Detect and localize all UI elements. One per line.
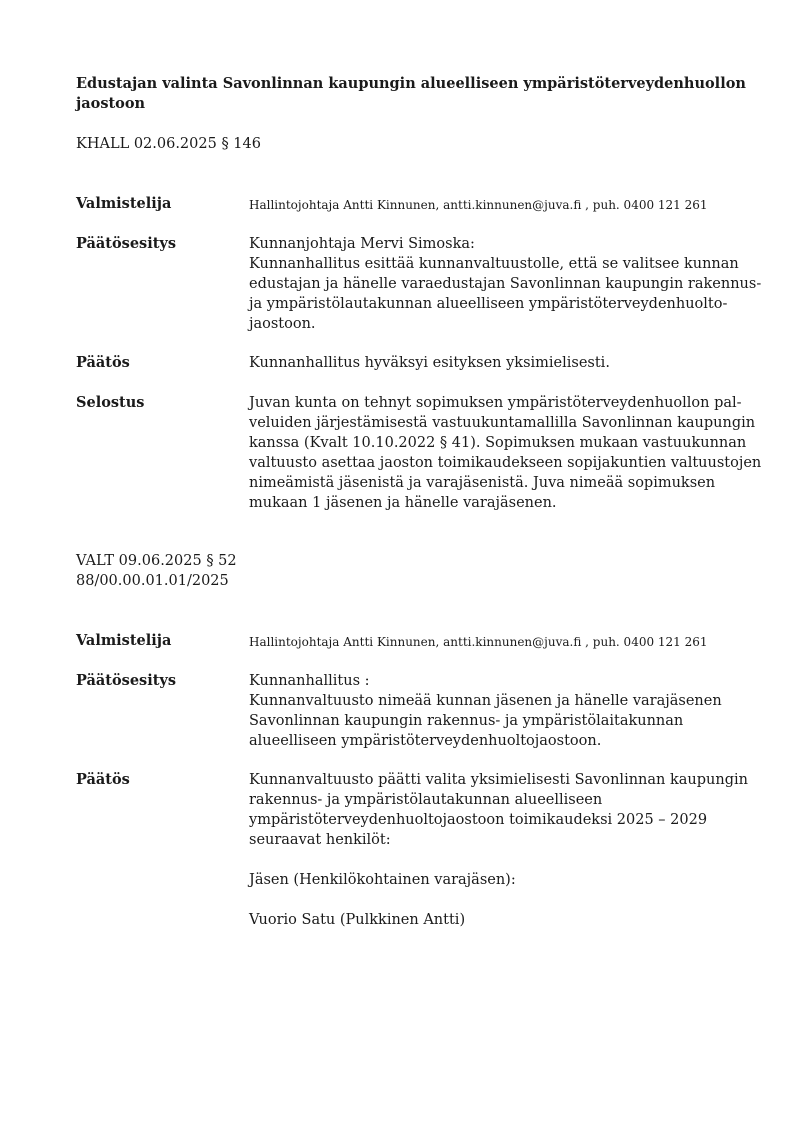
text-line: Savonlinnan kaupungin rakennus- ja ympäristölaitakunnan: [249, 713, 684, 729]
text-line: Juvan kunta on tehnyt sopimuksen ympäristöterveydenhuollon pal-: [249, 395, 742, 411]
text-line: Kunnanhallitus :: [249, 673, 370, 689]
selostus-label: Selostus: [76, 394, 145, 411]
text-line: valtuusto asettaa jaoston toimikaudekseen sopijakuntien valtuustojen: [249, 455, 762, 471]
selostus-text: [249, 393, 762, 513]
paatosesitys-label: Päätösesitys: [76, 235, 177, 252]
valmistelija-label: Valmistelija: [76, 632, 172, 649]
paatosesitys-text: [249, 671, 729, 751]
text-line: kanssa (Kvalt 10.10.2022 § 41). Sopimuksen mukaan vastuukunnan: [249, 435, 747, 451]
khall-reference: KHALL 02.06.2025 § 146: [76, 136, 261, 152]
paatos-label: Päätös: [76, 771, 130, 788]
text-line: ympäristöterveydenhuoltojaostoon toimikaudeksi 2025 – 2029: [249, 812, 708, 828]
title-line: Edustajan valinta Savonlinnan kaupungin alueelliseen ympäristöterveydenhuollon: [76, 75, 746, 92]
text-line: ja ympäristölautakunnan alueelliseen ympäristöterveydenhuolto-: [249, 296, 728, 312]
text-line: nimeämistä jäsenistä ja varajäsenistä. Juva nimeää sopimuksen: [249, 475, 716, 491]
text-line: mukaan 1 jäsenen ja hänelle varajäsenen.: [249, 495, 557, 511]
paatosesitys-label: Päätösesitys: [76, 672, 177, 689]
record-number: 88/00.00.01.01/2025: [76, 573, 229, 589]
jasen-heading: Jäsen (Henkilökohtainen varajäsen):: [249, 872, 516, 888]
valmistelija-value: Hallintojohtaja Antti Kinnunen, antti.kinnunen@juva.fi , puh. 0400 121 261: [249, 635, 708, 649]
text-line: seuraavat henkilöt:: [249, 832, 391, 848]
text-line: alueelliseen ympäristöterveydenhuoltojaostoon.: [249, 733, 602, 749]
text-line: rakennus- ja ympäristölautakunnan alueelliseen: [249, 792, 603, 808]
text-line: edustajan ja hänelle varaedustajan Savonlinnan kaupungin rakennus-: [249, 276, 762, 292]
text-line: Kunnanjohtaja Mervi Simoska:: [249, 236, 475, 252]
valmistelija-value: Hallintojohtaja Antti Kinnunen, antti.kinnunen@juva.fi , puh. 0400 121 261: [249, 198, 708, 212]
valmistelija-label: Valmistelija: [76, 195, 172, 212]
text-line: Kunnanhallitus esittää kunnanvaltuustolle, että se valitsee kunnan: [249, 256, 739, 272]
paatos-text: Kunnanhallitus hyväksyi esityksen yksimielisesti.: [249, 355, 610, 371]
valt-reference: [76, 551, 237, 591]
valt-meeting: VALT 09.06.2025 § 52: [76, 553, 237, 569]
jasen-value: Vuorio Satu (Pulkkinen Antti): [249, 912, 466, 928]
text-line: Kunnanvaltuusto nimeää kunnan jäsenen ja hänelle varajäsenen: [249, 693, 722, 709]
text-line: jaostoon.: [249, 316, 316, 332]
paatos-label: Päätös: [76, 354, 130, 371]
document-title: [76, 74, 746, 114]
text-line: Kunnanvaltuusto päätti valita yksimielisesti Savonlinnan kaupungin: [249, 772, 748, 788]
title-line: jaostoon: [76, 95, 146, 112]
paatos-text: [249, 770, 748, 850]
paatosesitys-text: [249, 234, 762, 334]
text-line: veluiden järjestämisestä vastuukuntamallilla Savonlinnan kaupungin: [249, 415, 756, 431]
